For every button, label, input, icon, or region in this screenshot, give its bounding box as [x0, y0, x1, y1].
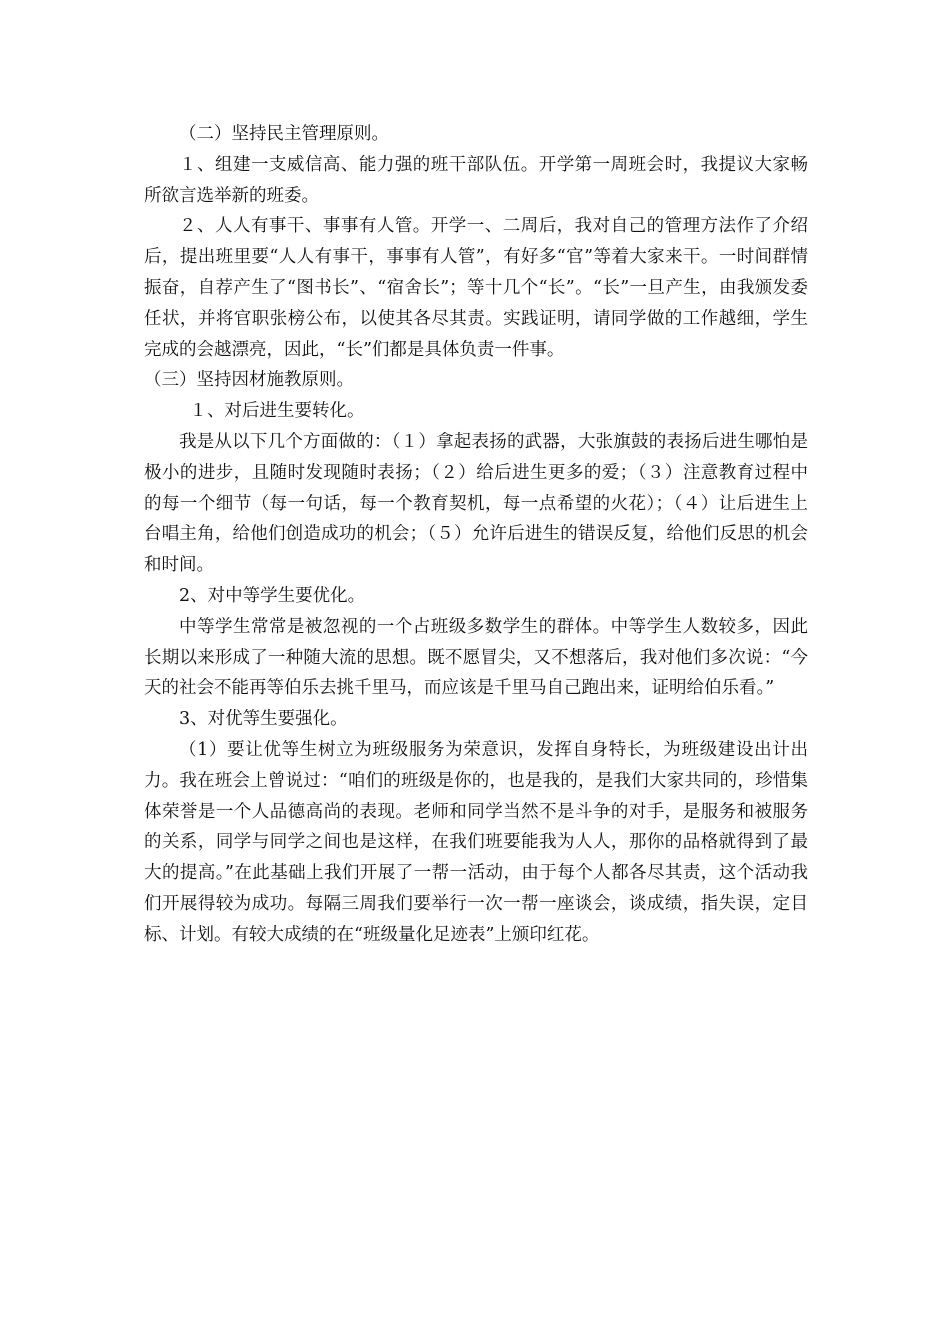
- subheading-struggling-students: １、对后进生要转化。: [189, 401, 365, 422]
- paragraph-everyone-has-tasks: ２、人人有事干、事事有人管。开学一、二周后，我对自己的管理方法作了介绍后，提出班里要“人人有事干，事事有人管”，有好多“官”等着大家来干。一时间群情振奋，自荐产生了“图书长”、“宿舍长”；等十几个“长”。“长”一旦产生，由我颁发委任状，并将官职张榜公布，以使其各尽其责。实践证明，请同学做的工作越细，学生完成的会越漂亮，因此，“长”们都是具体负责一件事。: [144, 216, 808, 360]
- section-heading-individualized-teaching: （三）坚持因材施教原则。: [144, 370, 354, 391]
- paragraph-class-committee: １、组建一支威信高、能力强的班干部队伍。开学第一周班会时，我提议大家畅所欲言选举新的班委。: [144, 154, 808, 206]
- section-heading-democratic-management: （二）坚持民主管理原则。: [179, 124, 389, 144]
- paragraph-top-students: （1）要让优等生树立为班级服务为荣意识，发挥自身特长，为班级建设出计出力。我在班会上曾说过：“咱们的班级是你的，也是我的，是我们大家共同的，珍惜集体荣誉是一个人品德高尚的表现。老师和同学当然不是斗争的对手，是服务和被服务的关系，同学与同学之间也是这样，在我们班要能我为人人，那你的品格就得到了最大的提高。”在此基础上我们开展了一帮一活动，由于每个人都各尽其责，这个活动我们开展得较为成功。每隔三周我们要举行一次一帮一座谈会，谈成绩，指失误，定目标、计划。有较大成绩的在“班级量化足迹表”上颁印红花。: [144, 739, 808, 945]
- subheading-top-students: 3、对优等生要强化。: [179, 709, 348, 730]
- paragraph-average-students: 中等学生常常是被忽视的一个占班级多数学生的群体。中等学生人数较多，因此长期以来形成了一种随大流的思想。既不愿冒尖，又不想落后，我对他们多次说：“今天的社会不能再等伯乐去挑千里马，而应该是千里马自己跑出来，证明给伯乐看。”: [144, 616, 808, 699]
- subheading-average-students: 2、对中等学生要优化。: [179, 585, 366, 606]
- paragraph-struggling-students-methods: 我是从以下几个方面做的：（１）拿起表扬的武器，大张旗鼓的表扬后进生哪怕是极小的进步，且随时发现随时表扬；（２）给后进生更多的爱；（３）注意教育过程中的每一个细节（每一句话，每一个教育契机，每一点希望的火花）；（４）让后进生上台唱主角，给他们创造成功的机会；（５）允许后进生的错误反复，给他们反思的机会和时间。: [144, 431, 808, 576]
- document-page: [144, 119, 808, 951]
